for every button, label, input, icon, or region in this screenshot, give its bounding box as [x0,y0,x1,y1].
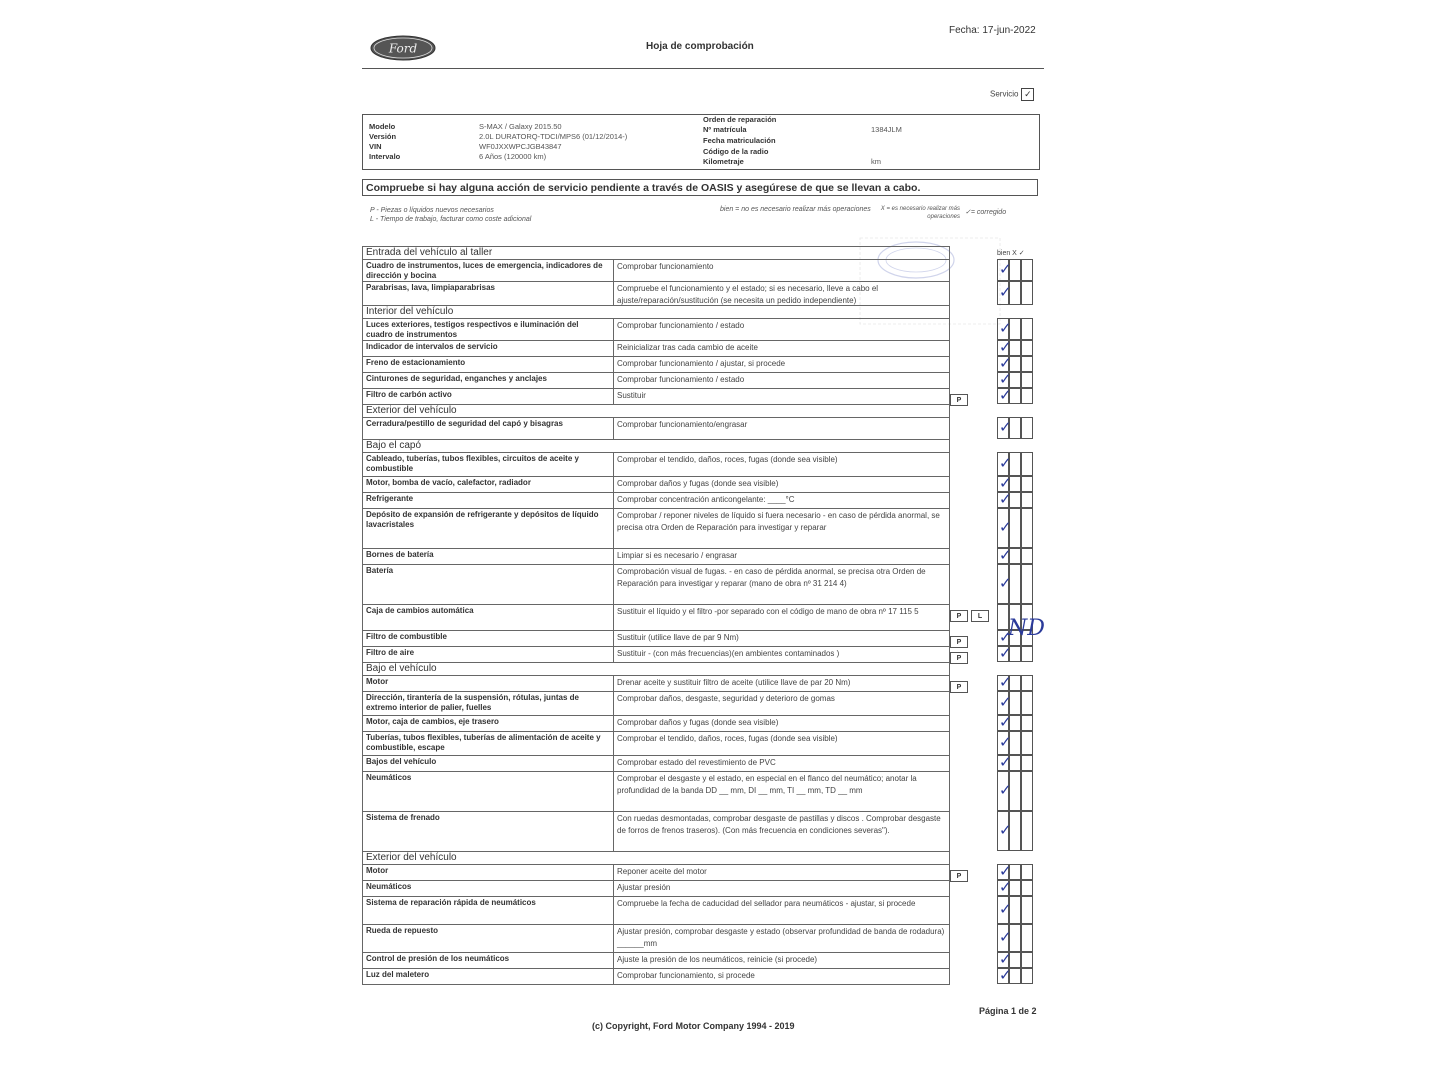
checklist-action: Con ruedas desmontadas, comprobar desgaste de pastillas y discos . Comprobar desgaste de forros de frenos traseros). (Con más frecuencia en condiciones severas"). [613,812,950,851]
check-mark: ✓ [999,417,1012,436]
svg-text:Ford: Ford [388,41,418,56]
check-cells [997,965,1035,984]
check-corrected-cell[interactable] [1021,492,1033,508]
check-corrected-cell[interactable] [1021,811,1033,851]
checklist-row [362,771,950,811]
check-corrected-cell[interactable] [1021,340,1033,356]
checklist-action: Comprobar funcionamiento, si procede [613,969,950,984]
checklist-row [362,388,950,404]
checklist-action: Ajuste la presión de los neumáticos, reinicie (si procede) [613,953,950,968]
checklist-item: Indicador de intervalos de servicio [366,342,498,351]
check-cells [997,281,1035,305]
plate-label: Nº matrícula [703,125,747,134]
checklist-item: Refrigerante [366,494,414,503]
check-mark: ✓ [999,489,1012,508]
checklist-action: Comprobar funcionamiento [613,260,950,281]
checklist-action: Sustituir [613,389,950,404]
check-corrected-cell[interactable] [1021,691,1033,715]
checklist-row [362,952,950,968]
check-mark: ✓ [999,369,1012,388]
parts-labor-boxes [950,865,971,880]
checklist-item: Filtro de combustible [366,632,447,641]
checklist-action: Compruebe el funcionamiento y el estado; si es necesario, lleve a cabo el ajuste/reparación/sustitución (se necesita un pedido independiente) [613,282,950,305]
check-mark: ✓ [999,337,1012,356]
check-mark: ✓ [999,573,1012,592]
check-corrected-cell[interactable] [1021,896,1033,924]
check-mark: ✓ [999,899,1012,918]
check-cells [997,672,1035,691]
check-cells [997,259,1035,281]
check-cells [997,452,1035,476]
check-corrected-cell[interactable] [1021,356,1033,372]
section-header: Entrada del vehículo al taller [362,246,950,259]
checklist-item: Parabrisas, lava, limpiaparabrisas [366,283,495,292]
checklist-action: Sustituir - (con más frecuencias)(en ambientes contaminados ) [613,647,950,662]
section-header: Bajo el vehículo [362,662,950,675]
check-mark: ✓ [999,861,1012,880]
checklist-action: Comprobar el tendido, daños, roces, fugas (donde sea visible) [613,732,950,755]
checklist-item: Depósito de expansión de refrigerante y depósitos de líquido lavacristales [366,510,599,529]
check-cells [997,752,1035,771]
handwritten-nd-note: ND [1008,616,1045,641]
checklist-action: Comprobar daños, desgaste, seguridad y deterioro de gomas [613,692,950,715]
reg-date-label: Fecha matriculación [703,136,776,145]
parts-labor-boxes [950,676,971,691]
checklist-item: Cinturones de seguridad, enganches y anclajes [366,374,547,383]
checklist-item: Rueda de repuesto [366,926,439,935]
checklist-item: Bajos del vehículo [366,757,437,766]
check-mark: ✓ [999,627,1012,646]
checklist-item: Filtro de aire [366,648,415,657]
checklist-row [362,864,950,880]
checklist-row [362,715,950,731]
check-corrected-cell[interactable] [1021,968,1033,984]
checklist-item: Dirección, tirantería de la suspensión, rótulas, juntas de extremo interior de palier, fuelles [366,693,579,712]
mileage-label: Kilometraje [703,157,744,166]
checklist-row [362,968,950,984]
interval-value: 6 Años (120000 km) [479,152,547,161]
check-corrected-cell[interactable] [1021,388,1033,404]
parts-labor-boxes [950,631,971,646]
checklist-item: Luz del maletero [366,970,430,979]
check-cells [997,564,1035,604]
check-corrected-cell[interactable] [1021,646,1033,662]
check-mark: ✓ [999,712,1012,731]
copyright: (c) Copyright, Ford Motor Company 1994 - 2019 [592,1021,795,1031]
checklist-action: Comprobar funcionamiento / estado [613,319,950,340]
header-divider [362,68,1044,69]
check-mark: ✓ [999,385,1012,404]
checklist-action: Comprobar funcionamiento / ajustar, si procede [613,357,950,372]
check-mark: ✓ [999,282,1012,301]
check-corrected-cell[interactable] [1021,281,1033,305]
vin-value: WF0JXXWPCJGB43847 [479,142,562,151]
check-mark: ✓ [999,353,1012,372]
check-cells [997,712,1035,731]
checklist-item: Freno de estacionamiento [366,358,466,367]
check-mark: ✓ [999,692,1012,711]
checklist-item: Filtro de carbón activo [366,390,452,399]
check-cells [997,811,1035,851]
check-corrected-cell[interactable] [1021,417,1033,439]
checklist-item: Neumáticos [366,882,412,891]
check-corrected-cell[interactable] [1021,259,1033,281]
checklist-action: Reinicializar tras cada cambio de aceite [613,341,950,356]
check-corrected-cell[interactable] [1021,771,1033,811]
checklist-item: Cuadro de instrumentos, luces de emergencia, indicadores de dirección y bocina [366,261,603,280]
legend-l: L - Tiempo de trabajo, facturar como coste adicional [370,216,532,223]
check-corrected-cell[interactable] [1021,372,1033,388]
check-mark: ✓ [999,752,1012,771]
checklist-action: Comprobar funcionamiento / estado [613,373,950,388]
parts-box[interactable]: P [950,681,968,693]
check-corrected-cell[interactable] [1021,452,1033,476]
version-value: 2.0L DURATORQ-TDCI/MPS6 (01/12/2014-) [479,132,628,141]
page-number: Página 1 de 2 [979,1006,1037,1016]
check-corrected-cell[interactable] [1021,715,1033,731]
check-cells [997,877,1035,896]
legend-corrected: ✓= corregido [965,209,1007,216]
checklist-row [362,811,950,851]
check-cells [997,489,1035,508]
check-mark: ✓ [999,318,1012,337]
check-mark: ✓ [999,780,1012,799]
check-mark: ✓ [999,949,1012,968]
mileage-unit: km [871,157,881,166]
checklist-item: Sistema de frenado [366,813,440,822]
check-corrected-cell[interactable] [1021,731,1033,755]
table-bottom-border [362,984,950,985]
date-value: 17-jun-2022 [982,25,1036,36]
model-label: Modelo [369,122,396,131]
section-header: Exterior del vehículo [362,404,950,417]
checklist-item: Motor [366,677,389,686]
parts-box[interactable]: P [950,636,968,648]
check-cells [997,924,1035,952]
radio-code-label: Código de la radio [703,147,769,156]
checklist-item: Batería [366,566,394,575]
model-value: S-MAX / Galaxy 2015.50 [479,122,562,131]
check-cells [997,896,1035,924]
check-cells [997,731,1035,755]
checklist-row [362,604,950,630]
date-label: Fecha: [949,25,980,36]
check-corrected-cell[interactable] [1021,924,1033,952]
check-columns-header: bien X ✓ [997,250,1025,257]
checklist-action: Comprobar estado del revestimiento de PVC [613,756,950,771]
labor-box[interactable]: L [971,610,989,622]
check-mark: ✓ [999,820,1012,839]
vehicle-info-box [362,114,1040,170]
checklist-row [362,340,950,356]
checklist-action: Compruebe la fecha de caducidad del sellador para neumáticos - ajustar, si procede [613,897,950,924]
check-corrected-cell[interactable] [1021,564,1033,604]
interval-label: Intervalo [369,152,401,161]
plate-value: 1384JLM [871,125,902,134]
checklist-row [362,356,950,372]
checklist-item: Tuberías, tubos flexibles, tuberías de alimentación de aceite y combustible, escape [366,733,601,752]
checklist-action: Limpiar si es necesario / engrasar [613,549,950,564]
check-mark: ✓ [999,927,1012,946]
check-corrected-cell[interactable] [1021,508,1033,548]
document-title: Hoja de comprobación [646,41,754,52]
check-cells [997,771,1035,811]
check-cells [997,508,1035,548]
check-cells [997,417,1035,439]
check-cells [997,691,1035,715]
checklist-action: Comprobar funcionamiento/engrasar [613,418,950,439]
check-corrected-cell[interactable] [1021,755,1033,771]
check-cells [997,318,1035,340]
checklist-action: Comprobación visual de fugas. - en caso de pérdida anormal, se precisa otra Orden de Reparación para investigar y reparar (mano de obra nº 31 214 4) [613,565,950,604]
check-mark: ✓ [999,517,1012,536]
checklist-action: Comprobar daños y fugas (donde sea visible) [613,477,950,492]
oasis-notice: Compruebe si hay alguna acción de servicio pendiente a través de OASIS y asegúrese de que se llevan a cabo. [362,179,1038,196]
checklist-action: Reponer aceite del motor [613,865,950,880]
checklist-action: Ajustar presión [613,881,950,896]
checklist-action: Drenar aceite y sustituir filtro de aceite (utilice llave de par 20 Nm) [613,676,950,691]
checklist-item: Motor [366,866,389,875]
parts-box[interactable]: P [950,652,968,664]
checklist-row [362,646,950,662]
checklist-row [362,281,950,305]
ford-logo [370,35,436,61]
checklist-item: Bornes de batería [366,550,434,559]
checklist-action: Comprobar el desgaste y el estado, en especial en el flanco del neumático; anotar la profundidad de la banda DD __ mm, DI __ mm, TI __ mm, TD __ mm [613,772,950,811]
check-corrected-cell[interactable] [1021,675,1033,691]
check-corrected-cell[interactable] [1021,880,1033,896]
check-corrected-cell[interactable] [1021,476,1033,492]
service-label: Servicio [990,89,1019,99]
checklist-row [362,372,950,388]
check-mark: ✓ [999,259,1012,278]
check-corrected-cell[interactable] [1021,952,1033,968]
check-corrected-cell[interactable] [1021,318,1033,340]
legend-p: P - Piezas o líquidos nuevos necesarios [370,207,494,214]
checklist-action: Comprobar / reponer niveles de líquido si fuera necesario - en caso de pérdida anormal, se precisa otra Orden de Reparación para investigar y reparar [613,509,950,548]
checklist-item: Cableado, tuberías, tubos flexibles, circuitos de aceite y combustible [366,454,579,473]
check-cells [997,385,1035,404]
checklist-table [362,246,952,1003]
checklist-action: Comprobar daños y fugas (donde sea visible) [613,716,950,731]
checklist-item: Motor, bomba de vacío, calefactor, radiador [366,478,531,487]
parts-labor-boxes [950,389,971,404]
date-line [949,25,1036,36]
repair-order-label: Orden de reparación [703,115,777,124]
service-checkbox[interactable]: ✓ [1021,88,1034,101]
check-mark: ✓ [999,643,1012,662]
check-corrected-cell[interactable] [1021,548,1033,564]
section-header: Interior del vehículo [362,305,950,318]
check-corrected-cell[interactable] [1021,864,1033,880]
checklist-row [362,318,950,340]
checklist-action: Comprobar el tendido, daños, roces, fugas (donde sea visible) [613,453,950,476]
checklist-row [362,259,950,281]
checklist-row [362,564,950,604]
checklist-action: Sustituir el líquido y el filtro -por separado con el código de mano de obra nº 17 115 5 [613,605,950,630]
check-mark: ✓ [999,453,1012,472]
checklist-row [362,880,950,896]
checklist-action: Comprobar concentración anticongelante: ____°C [613,493,950,508]
checklist-row [362,492,950,508]
checklist-item: Caja de cambios automática [366,606,474,615]
parts-labor-boxes [950,647,971,662]
checklist-row [362,508,950,548]
version-label: Versión [369,132,397,141]
checklist-row [362,896,950,924]
parts-labor-boxes [950,605,992,620]
section-header: Bajo el capó [362,439,950,452]
legend-ok: bien = no es necesario realizar más operaciones [720,206,871,213]
check-mark: ✓ [999,732,1012,751]
check-mark: ✓ [999,672,1012,691]
check-mark: ✓ [999,965,1012,984]
checklist-row [362,731,950,755]
legend-x: X = es necesario realizar más operaciones [880,206,960,220]
parts-box[interactable]: P [950,610,968,622]
checklist-item: Control de presión de los neumáticos [366,954,510,963]
checklist-action: Sustituir (utilice llave de par 9 Nm) [613,631,950,646]
check-mark: ✓ [999,877,1012,896]
parts-box[interactable]: P [950,394,968,406]
checklist-item: Neumáticos [366,773,412,782]
checklist-row [362,755,950,771]
checklist-item: Luces exteriores, testigos respectivos e iluminación del cuadro de instrumentos [366,320,579,339]
checklist-row [362,924,950,952]
parts-box[interactable]: P [950,870,968,882]
check-cells [997,643,1035,662]
checklist-action: Ajustar presión, comprobar desgaste y estado (observar profundidad de banda de rodadura) ______mm [613,925,950,952]
vin-label: VIN [369,142,382,151]
checklist-row [362,630,950,646]
checklist-item: Cerradura/pestillo de seguridad del capó y bisagras [366,419,563,428]
section-header: Exterior del vehículo [362,851,950,864]
check-mark: ✓ [999,545,1012,564]
checklist-item: Sistema de reparación rápida de neumáticos [366,898,536,907]
checklist-row [362,417,950,439]
checklist-row [362,476,950,492]
checklist-row [362,548,950,564]
checklist-item: Motor, caja de cambios, eje trasero [366,717,499,726]
check-cells [997,545,1035,564]
checklist-row [362,675,950,691]
checklist-row [362,452,950,476]
service-checkbox-group [990,88,1034,101]
check-mark: ✓ [999,473,1012,492]
checklist-row [362,691,950,715]
